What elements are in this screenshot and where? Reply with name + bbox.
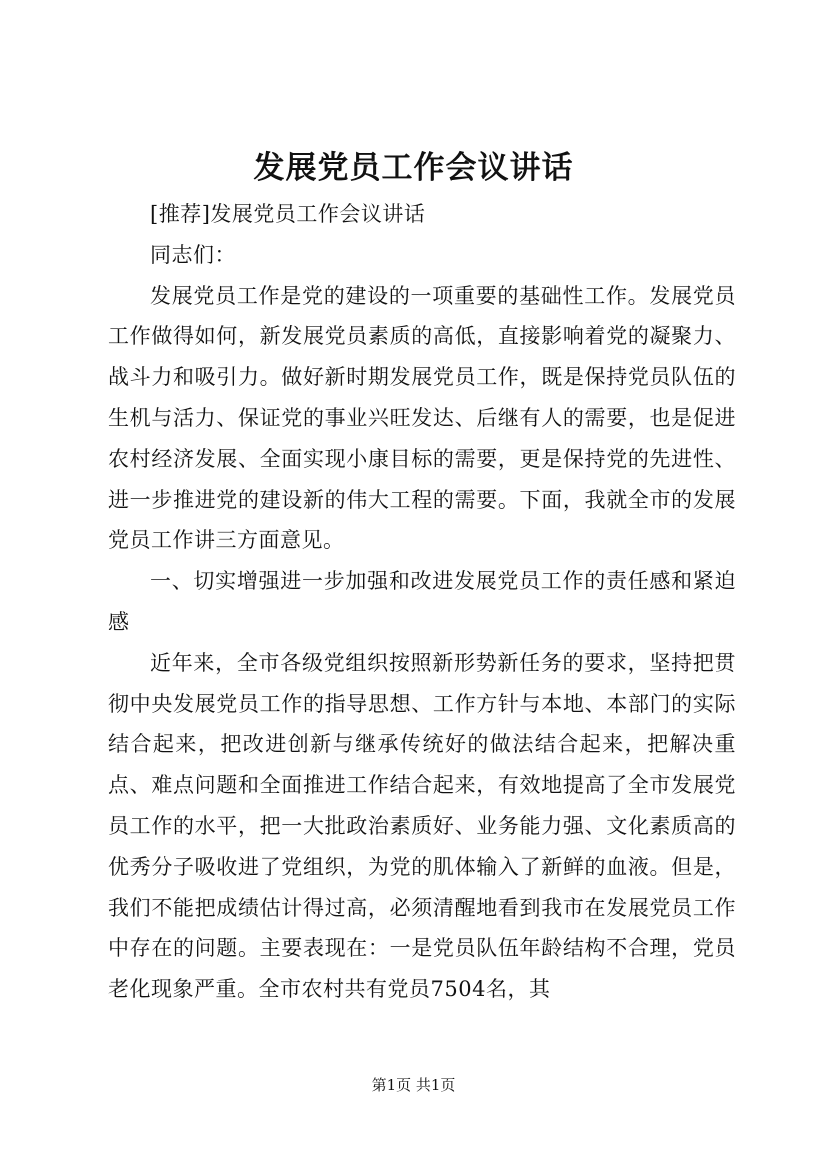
document-body: [108, 194, 736, 1010]
paragraph-introduction: 发展党员工作是党的建设的一项重要的基础性工作。发展党员工作做得如何，新发展党员素质的高低，直接影响着党的凝聚力、战斗力和吸引力。做好新时期发展党员工作，既是保持党员队伍的生机与活力、保证党的事业兴旺发达、后继有人的需要，也是促进农村经济发展、全面实现小康目标的需要，更是保持党的先进性、进一步推进党的建设新的伟大工程的需要。下面，我就全市的发展党员工作讲三方面意见。: [108, 283, 736, 553]
paragraph-recommend-heading: [推荐]发展党员工作会议讲话: [150, 202, 426, 226]
page-footer: 第1页 共1页: [371, 1076, 456, 1094]
paragraph-section-one-heading: 一、切实增强进一步加强和改进发展党员工作的责任感和紧迫感: [108, 569, 736, 634]
paragraph-salutation: 同志们：: [150, 242, 236, 267]
document-title: 发展党员工作会议讲话: [253, 150, 574, 186]
paragraph-section-one-body: 近年来，全市各级党组织按照新形势新任务的要求，坚持把贯彻中央发展党员工作的指导思想、工作方针与本地、本部门的实际结合起来，把改进创新与继承传统好的做法结合起来，把解决重点、难点问题和全面推进工作结合起来，有效地提高了全市发展党员工作的水平，把一大批政治素质好、业务能力强、文化素质高的优秀分子吸收进了党组织，为党的肌体输入了新鲜的血液。但是，我们不能把成绩估计得过高，必须清醒地看到我市在发展党员工作中存在的问题。主要表现在：一是党员队伍年龄结构不合理，党员老化现象严重。全市农村共有党员7504名，其: [108, 650, 736, 1002]
